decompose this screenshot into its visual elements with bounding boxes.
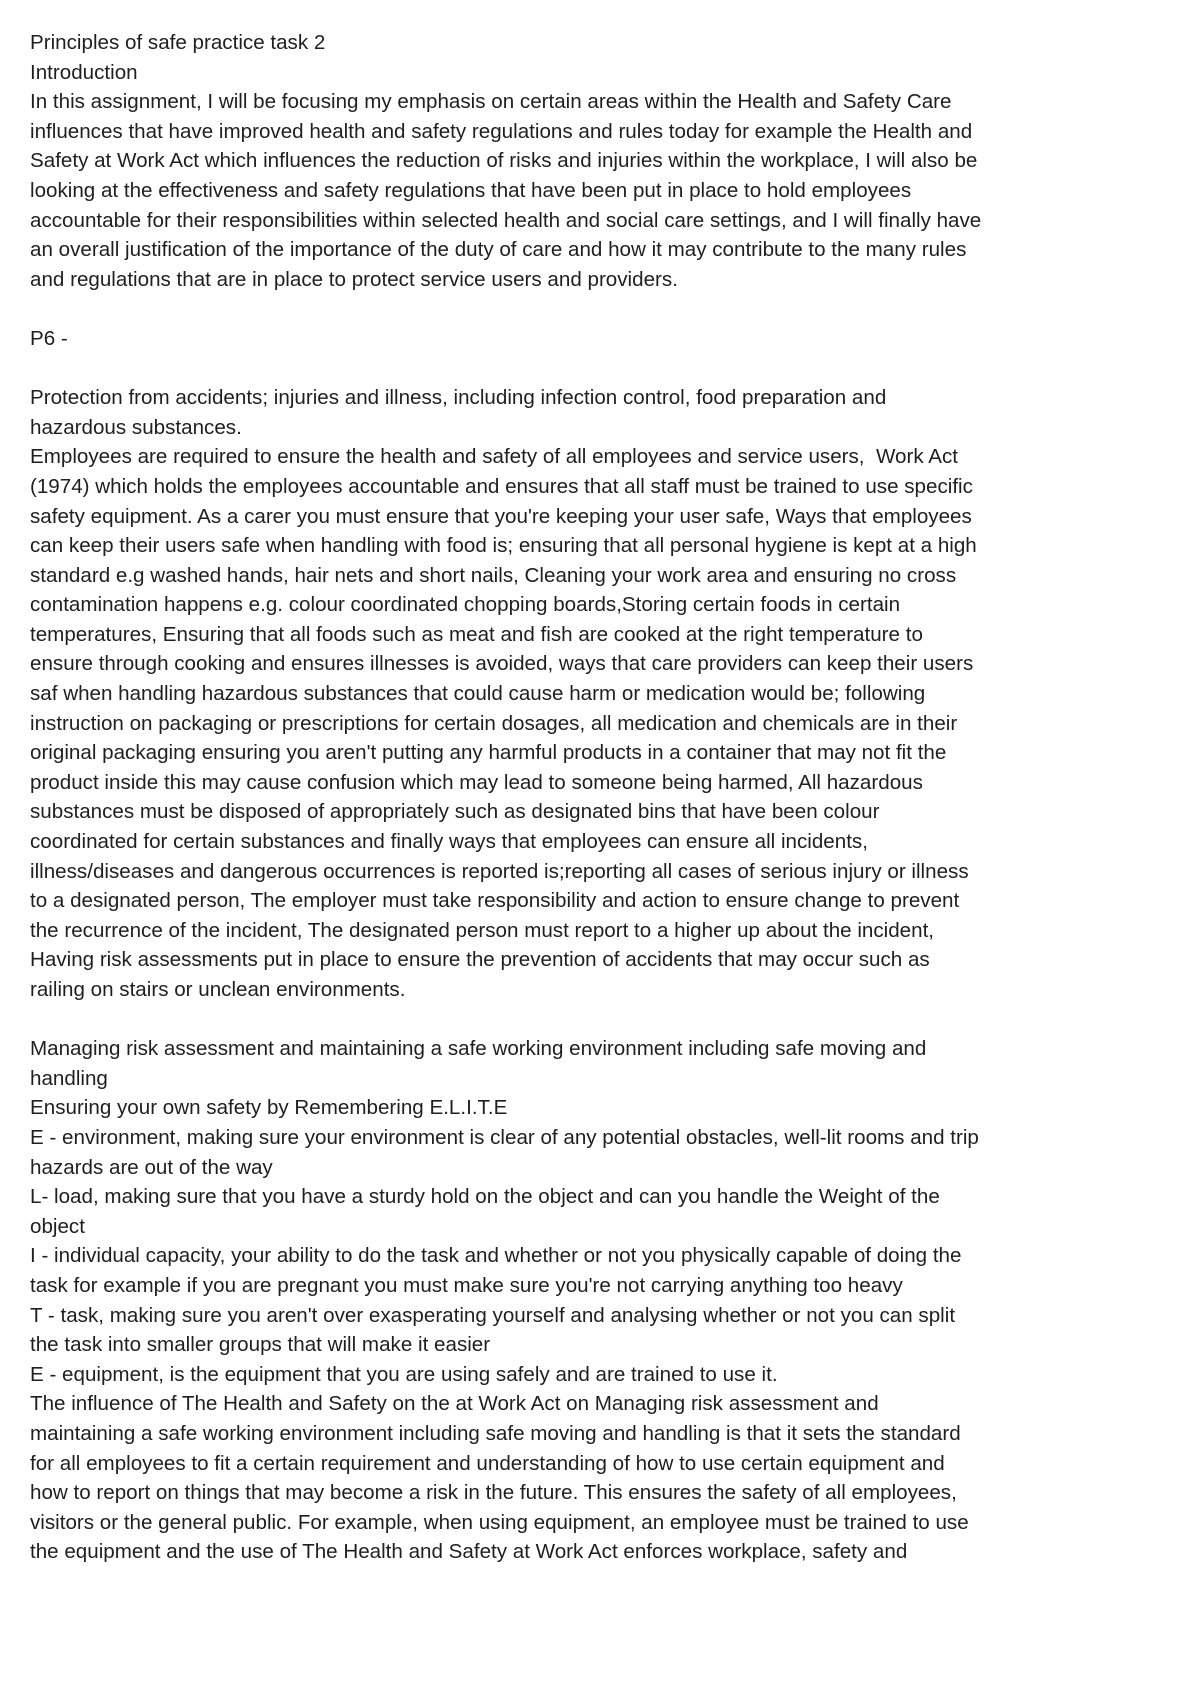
text-line: an overall justification of the importance of the duty of care and how it may contribute to the many rules — [30, 238, 967, 262]
text-line: coordinated for certain substances and finally ways that employees can ensure all incidents, — [30, 830, 868, 854]
text-line: E - equipment, is the equipment that you are using safely and are trained to use it. — [30, 1362, 778, 1386]
protection-section — [30, 383, 1170, 1004]
text-line: task for example if you are pregnant you must make sure you're not carrying anything too heavy — [30, 1273, 903, 1297]
section-heading: handling — [30, 1066, 108, 1090]
text-line: original packaging ensuring you aren't putting any harmful products in a container that may not fit the — [30, 741, 947, 765]
text-line: instruction on packaging or prescriptions for certain dosages, all medication and chemicals are in their — [30, 711, 958, 735]
text-line: Ensuring your own safety by Remembering E.L.I.T.E — [30, 1096, 508, 1120]
introduction-paragraph — [30, 87, 1170, 294]
text-line: E - environment, making sure your environment is clear of any potential obstacles, well-lit rooms and trip — [30, 1125, 979, 1149]
document-title: Principles of safe practice task 2 — [30, 31, 326, 54]
section-heading: hazardous substances. — [30, 415, 242, 439]
text-line: standard e.g washed hands, hair nets and short nails, Cleaning your work area and ensuring no cross — [30, 563, 957, 587]
text-line: the equipment and the use of The Health and Safety at Work Act enforces workplace, safety and — [30, 1540, 908, 1564]
text-line: and regulations that are in place to protect service users and providers. — [30, 267, 678, 291]
text-line: The influence of The Health and Safety on the at Work Act on Managing risk assessment and — [30, 1392, 879, 1416]
text-line: influences that have improved health and safety regulations and rules today for example the Health and — [30, 119, 973, 143]
text-line: looking at the effectiveness and safety regulations that have been put in place to hold employees — [30, 178, 912, 202]
text-line: to a designated person, The employer must take responsibility and action to ensure change to prevent — [30, 889, 960, 913]
text-line: ensure through cooking and ensures illnesses is avoided, ways that care providers can keep their users — [30, 652, 974, 676]
text-line: (1974) which holds the employees accountable and ensures that all staff must be trained to use specific — [30, 474, 973, 498]
text-line: for all employees to fit a certain requirement and understanding of how to use certain equipment and — [30, 1451, 945, 1475]
text-line: maintaining a safe working environment including safe moving and handling is that it sets the standard — [30, 1421, 961, 1445]
text-line: the task into smaller groups that will make it easier — [30, 1333, 491, 1357]
blank-line — [30, 294, 1170, 324]
text-line: Having risk assessments put in place to ensure the prevention of accidents that may occur such as — [30, 948, 930, 972]
introduction-heading: Introduction — [30, 60, 138, 84]
text-line: I - individual capacity, your ability to do the task and whether or not you physically capable of doing the — [30, 1244, 962, 1268]
text-line: Safety at Work Act which influences the reduction of risks and injuries within the workplace, I will also be — [30, 149, 978, 173]
text-line: visitors or the general public. For example, when using equipment, an employee must be trained to use — [30, 1510, 969, 1534]
text-line: illness/diseases and dangerous occurrences is reported is;reporting all cases of serious injury or illness — [30, 859, 969, 883]
text-line: temperatures, Ensuring that all foods such as meat and fish are cooked at the right temperature to — [30, 622, 923, 646]
risk-assessment-section — [30, 1034, 1170, 1567]
text-line: can keep their users safe when handling with food is; ensuring that all personal hygiene is kept at a high — [30, 534, 977, 558]
text-line: T - task, making sure you aren't over exasperating yourself and analysing whether or not you can split — [30, 1303, 956, 1327]
blank-line — [30, 354, 1170, 384]
text-line: accountable for their responsibilities within selected health and social care settings, and I will finally have — [30, 208, 982, 232]
p6-label: P6 - — [30, 326, 68, 350]
text-line: Employees are required to ensure the health and safety of all employees and service users, Work Act — [30, 445, 958, 469]
section-heading: Managing risk assessment and maintaining a safe working environment including safe moving and — [30, 1037, 927, 1061]
text-line: the recurrence of the incident, The designated person must report to a higher up about the incident, — [30, 918, 935, 942]
text-line: safety equipment. As a carer you must ensure that you're keeping your user safe, Ways that employees — [30, 504, 972, 528]
text-line: railing on stairs or unclean environments. — [30, 978, 406, 1001]
text-line: L- load, making sure that you have a sturdy hold on the object and can you handle the Weight of the — [30, 1185, 940, 1209]
text-line: hazards are out of the way — [30, 1155, 273, 1179]
text-line: saf when handling hazardous substances that could cause harm or medication would be; following — [30, 682, 926, 706]
text-line: product inside this may cause confusion which may lead to someone being harmed, All hazardous — [30, 770, 923, 794]
text-line: how to report on things that may become a risk in the future. This ensures the safety of all employees, — [30, 1481, 957, 1505]
blank-line — [30, 1005, 1170, 1035]
text-line: In this assignment, I will be focusing my emphasis on certain areas within the Health and Safety Care — [30, 90, 952, 114]
text-line: object — [30, 1214, 85, 1238]
text-line: contamination happens e.g. colour coordinated chopping boards,Storing certain foods in certain — [30, 593, 901, 617]
document-page — [30, 28, 1170, 1567]
text-line: substances must be disposed of appropriately such as designated bins that have been colour — [30, 800, 880, 824]
section-heading: Protection from accidents; injuries and illness, including infection control, food preparation and — [30, 386, 887, 410]
